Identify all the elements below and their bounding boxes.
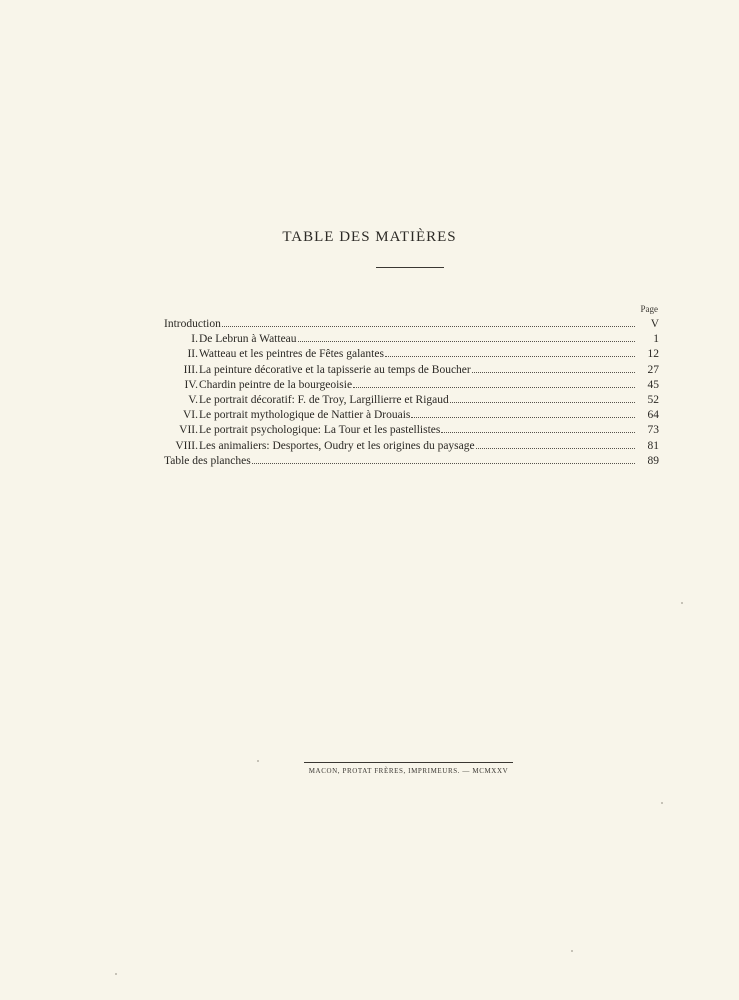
paper-speck <box>115 973 117 975</box>
toc-entry-page: 64 <box>647 409 659 422</box>
paper-speck <box>571 950 573 952</box>
toc-entry-page: 81 <box>647 439 659 452</box>
toc-entry-number: I. <box>191 333 198 346</box>
toc-entry <box>164 346 659 361</box>
dot-leader <box>353 377 635 388</box>
toc-entry-title: Les animaliers: Desportes, Oudry et les origines du paysage <box>199 439 475 452</box>
dot-leader <box>441 422 635 433</box>
toc-entry-title: La peinture décorative et la tapisserie au temps de Boucher <box>199 363 471 376</box>
toc-entry-page: 27 <box>647 363 659 376</box>
toc-entry-title: Table des planches <box>164 454 251 467</box>
table-of-contents <box>164 316 659 468</box>
toc-entry-number: II. <box>187 348 198 361</box>
toc-entry-page: 89 <box>647 454 659 467</box>
paper-speck <box>681 602 683 604</box>
toc-entry-number: III. <box>183 363 198 376</box>
toc-entry-title: De Lebrun à Watteau <box>199 333 297 346</box>
dot-leader <box>222 316 635 327</box>
toc-entry-number: VIII. <box>175 439 198 452</box>
paper-speck <box>257 760 259 762</box>
toc-entry-title: Le portrait psychologique: La Tour et les pastellistes <box>199 424 441 437</box>
toc-entry-title: Chardin peintre de la bourgeoisie <box>199 378 353 391</box>
colophon: MACON, PROTAT FRÈRES, IMPRIMEURS. — MCMXXV <box>308 767 509 775</box>
dot-leader <box>411 407 635 418</box>
dot-leader <box>450 392 635 403</box>
toc-entry-page: 1 <box>653 333 659 346</box>
toc-entry-number: V. <box>188 393 198 406</box>
dot-leader <box>385 346 635 357</box>
toc-entry <box>164 407 659 422</box>
toc-entry-number: VI. <box>182 409 198 422</box>
colophon-divider <box>304 762 513 763</box>
toc-entry-number: IV. <box>184 378 198 391</box>
toc-entry <box>164 316 659 331</box>
page-title: TABLE DES MATIÈRES <box>282 229 457 245</box>
dot-leader <box>298 331 635 342</box>
toc-entry <box>164 377 659 392</box>
toc-entry-title: Watteau et les peintres de Fêtes galantes <box>199 348 384 361</box>
dot-leader <box>476 438 635 449</box>
toc-entry-title: Le portrait décoratif: F. de Troy, Largillierre et Rigaud <box>199 393 449 406</box>
toc-entry <box>164 453 659 468</box>
toc-entry-title: Introduction <box>164 318 221 330</box>
toc-entry-number: VII. <box>179 424 198 437</box>
toc-entry <box>164 422 659 437</box>
toc-entry-page: 52 <box>647 393 659 406</box>
toc-entry <box>164 331 659 346</box>
toc-entry-title: Le portrait mythologique de Nattier à Drouais <box>199 409 411 422</box>
paper-speck <box>661 802 663 804</box>
dot-leader <box>472 362 635 373</box>
toc-entry <box>164 438 659 453</box>
toc-entry-page: 73 <box>647 424 659 437</box>
toc-entry-page: V <box>650 318 659 330</box>
page-column-header: Page <box>640 304 658 314</box>
dot-leader <box>252 453 635 464</box>
toc-entry <box>164 362 659 377</box>
title-divider <box>376 267 444 268</box>
toc-entry <box>164 392 659 407</box>
toc-entry-page: 12 <box>647 348 659 361</box>
toc-entry-page: 45 <box>647 378 659 391</box>
